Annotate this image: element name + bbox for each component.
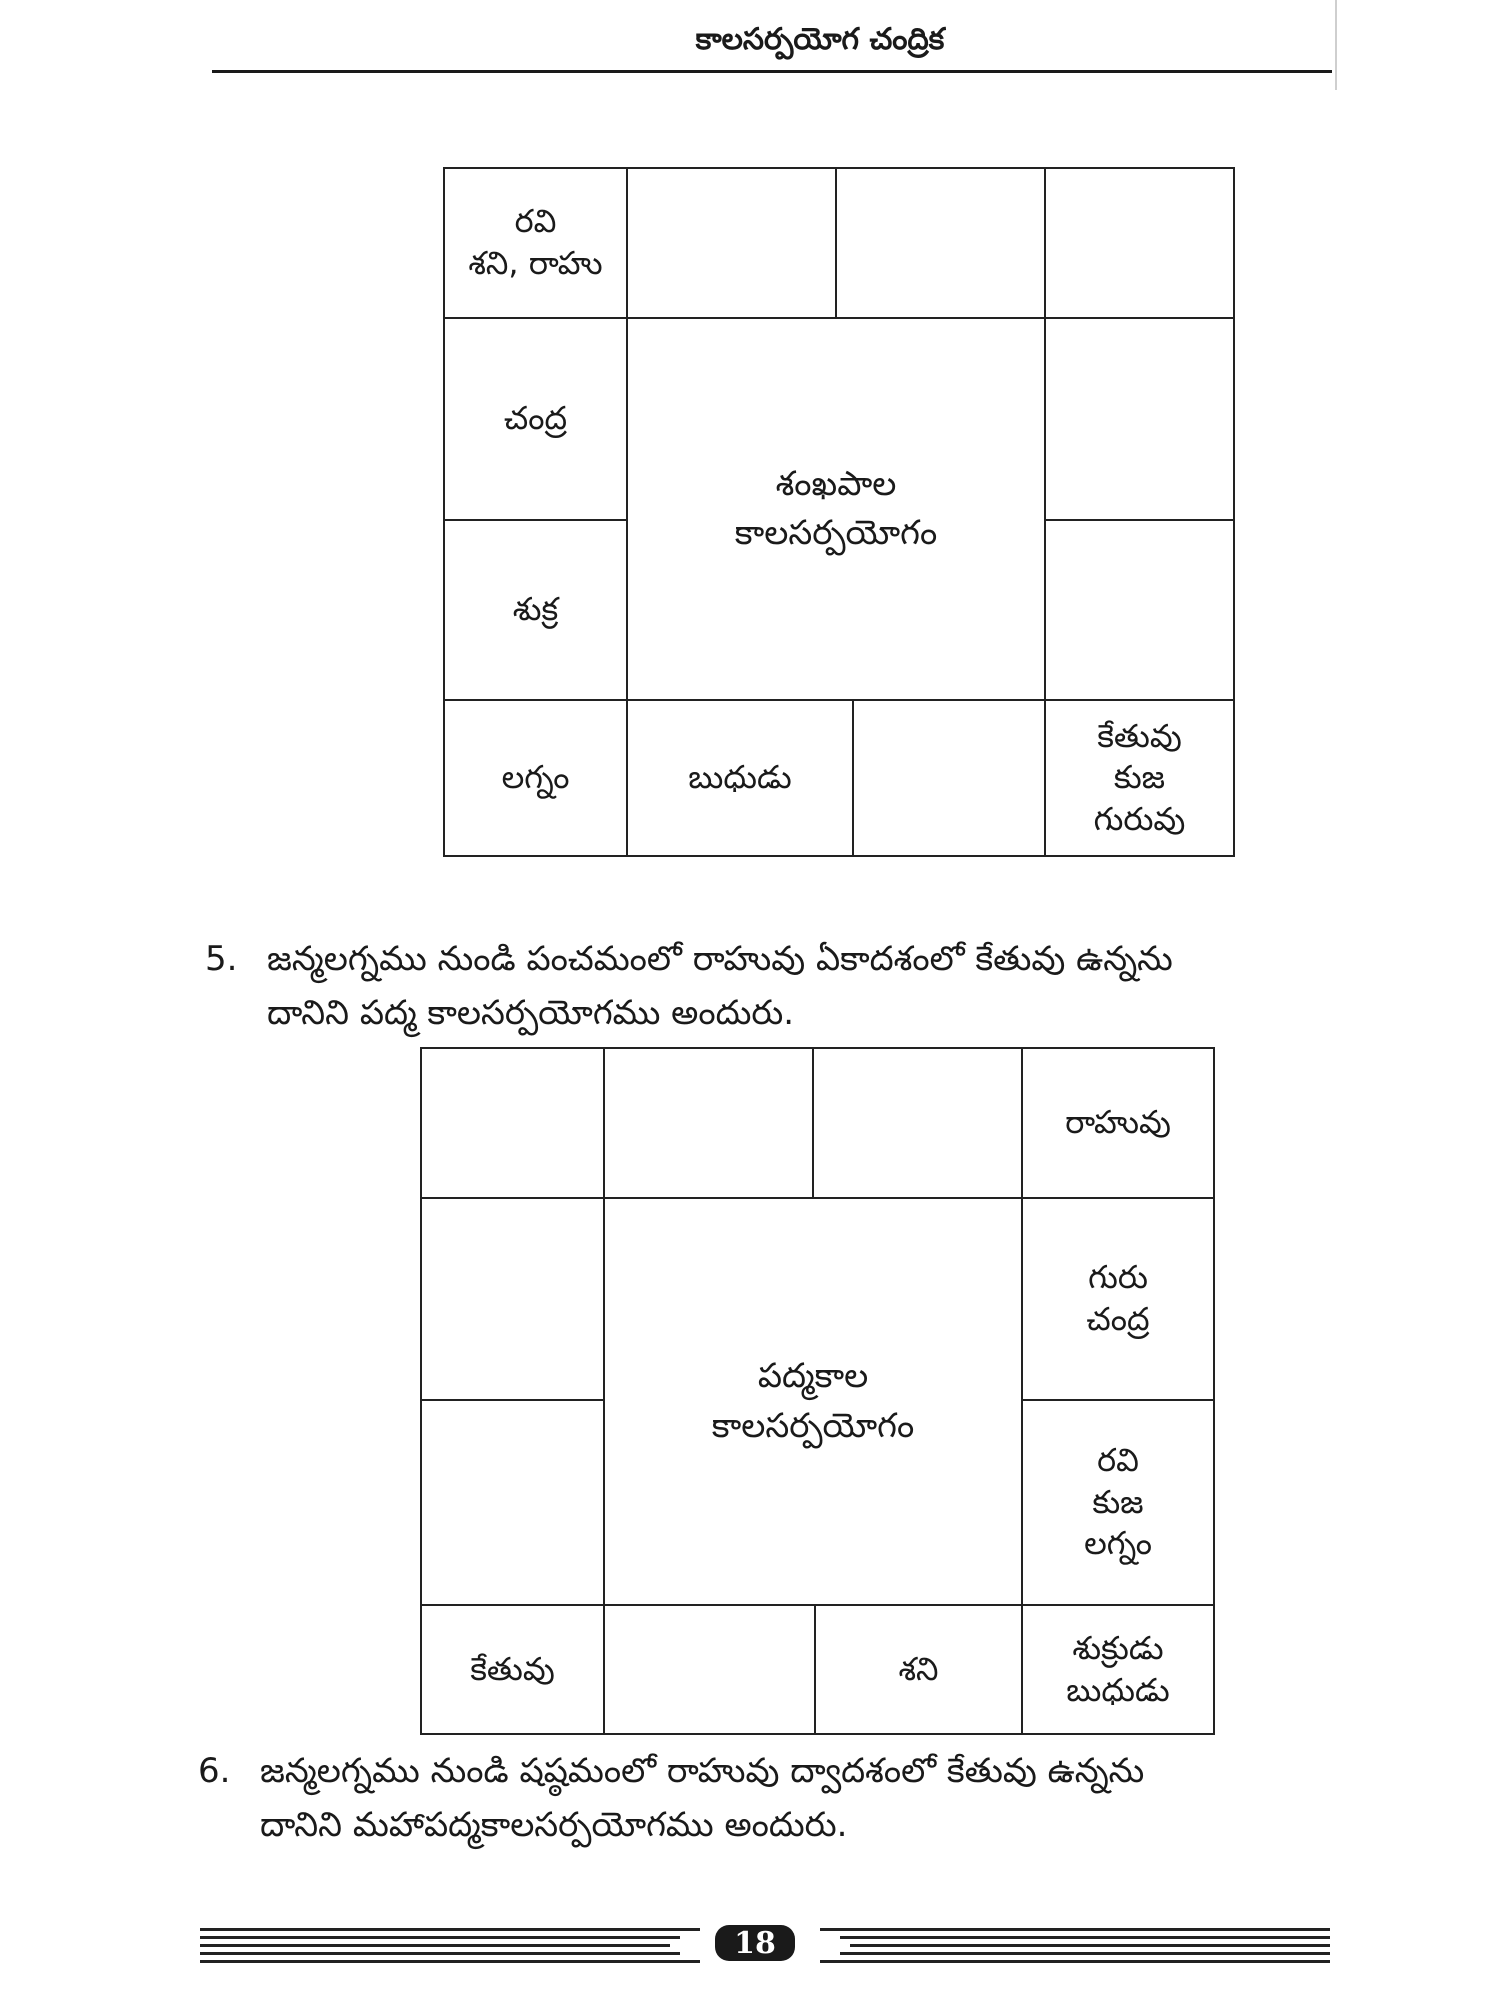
chart2-house-left-lower — [420, 1399, 605, 1606]
chart2-house-bottom-2 — [603, 1604, 816, 1735]
page-header-title: కాలసర్పయోగ చంద్రిక — [695, 22, 945, 57]
chart1-house-top-3 — [835, 167, 1046, 319]
chart2-house-left-upper — [420, 1197, 605, 1401]
paragraph-line-2: దానిని పద్మ కాలసర్పయోగము అందురు. — [267, 993, 795, 1033]
chart1-house-bottom-right: కేతువు కుజ గురువు — [1044, 699, 1235, 857]
chart2-house-top-2 — [603, 1047, 814, 1199]
chart1-center-label: శంఖపాల కాలసర్పయోగం — [626, 317, 1046, 701]
chart1-house-right-lower — [1044, 519, 1235, 701]
footer-stripe — [840, 1952, 1330, 1955]
page-footer — [200, 1920, 1330, 1970]
chart2-house-top-left — [420, 1047, 605, 1199]
chart2-house-bottom-3: శని — [814, 1604, 1023, 1735]
footer-stripe — [820, 1928, 1330, 1931]
footer-stripe — [850, 1944, 1330, 1947]
chart1-house-top-right — [1044, 167, 1235, 319]
chart1-house-bottom-3 — [852, 699, 1046, 857]
chart1-house-bottom-2: బుధుడు — [626, 699, 854, 857]
paragraph-number: 5. — [205, 939, 238, 979]
paragraph-line-1: జన్మలగ్నము నుండి షష్ఠమంలో రాహువు ద్వాదశంలో కేతువు ఉన్నను — [260, 1751, 1145, 1791]
paragraph-5 — [205, 932, 1345, 1042]
horoscope-chart-padma — [420, 1047, 1215, 1735]
chart1-house-top-left: రవి శని, రాహు — [443, 167, 628, 319]
footer-stripe — [200, 1952, 680, 1955]
chart2-house-bottom-right: శుక్రుడు బుధుడు — [1021, 1604, 1215, 1735]
chart2-house-right-upper: గురు చంద్ర — [1021, 1197, 1215, 1401]
paragraph-line-1: జన్మలగ్నము నుండి పంచమంలో రాహువు ఏకాదశంలో కేతువు ఉన్నను — [267, 939, 1173, 979]
chart2-house-bottom-left: కేతువు — [420, 1604, 605, 1735]
chart1-house-left-upper: చంద్ర — [443, 317, 628, 521]
paragraph-number: 6. — [198, 1751, 231, 1791]
chart1-house-left-lower: శుక్ర — [443, 519, 628, 701]
footer-stripe — [840, 1936, 1330, 1939]
paragraph-line-2: దానిని మహాపద్మకాలసర్పయోగము అందురు. — [260, 1805, 848, 1845]
header-rule — [212, 70, 1332, 73]
chart1-house-bottom-left: లగ్నం — [443, 699, 628, 857]
page-edge — [1335, 0, 1337, 90]
chart1-house-top-2 — [626, 167, 837, 319]
horoscope-chart-shankhapala — [443, 167, 1235, 857]
footer-stripe — [200, 1944, 670, 1947]
chart2-house-top-right: రాహువు — [1021, 1047, 1215, 1199]
page-number: 18 — [715, 1925, 795, 1961]
chart2-house-top-3 — [812, 1047, 1023, 1199]
footer-stripe — [200, 1928, 700, 1931]
chart1-house-right-upper — [1044, 317, 1235, 521]
footer-stripe — [200, 1936, 680, 1939]
footer-stripe — [820, 1960, 1330, 1963]
paragraph-6 — [198, 1744, 1338, 1854]
chart2-center-label: పద్మకాల కాలసర్పయోగం — [603, 1197, 1023, 1606]
chart2-house-right-lower: రవి కుజ లగ్నం — [1021, 1399, 1215, 1606]
footer-stripe — [200, 1960, 700, 1963]
